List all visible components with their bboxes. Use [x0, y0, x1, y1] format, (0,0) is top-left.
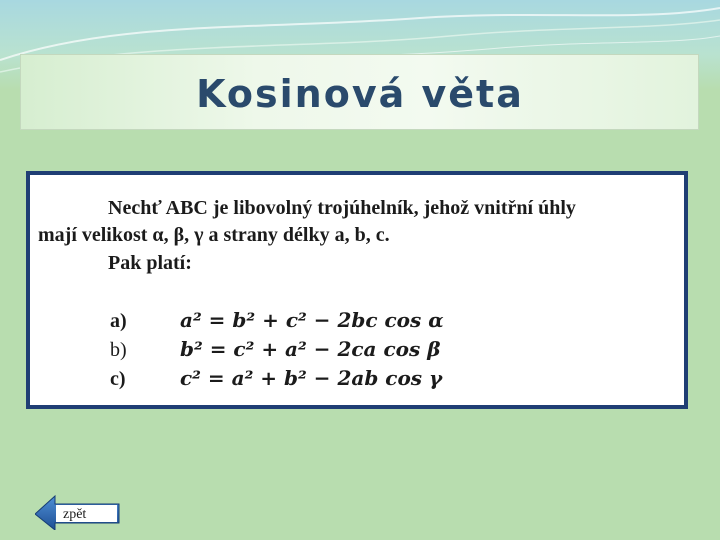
pak-plati-label: Pak platí:: [108, 252, 192, 274]
formula-label: c): [110, 368, 126, 390]
intro-line-2: mají velikost α, β, γ a strany délky a, b, c.: [38, 224, 390, 246]
intro-line-1: Nechť ABC je libovolný trojúhelník, jehož vnitřní úhly: [108, 197, 576, 219]
formula-equation: c² = a² + b² − 2ab cos γ: [180, 366, 443, 390]
back-button[interactable]: [35, 490, 120, 530]
formula-equation: a² = b² + c² − 2bc cos α: [180, 308, 444, 332]
formula-label: b): [110, 339, 127, 361]
slide-title: Kosinová věta: [196, 72, 524, 116]
formula-label: a): [110, 310, 127, 332]
back-label: zpět: [63, 507, 87, 522]
theorem-box: [26, 171, 688, 409]
formula-equation: b² = c² + a² − 2ca cos β: [180, 337, 441, 361]
intro-paragraph: [38, 195, 676, 249]
